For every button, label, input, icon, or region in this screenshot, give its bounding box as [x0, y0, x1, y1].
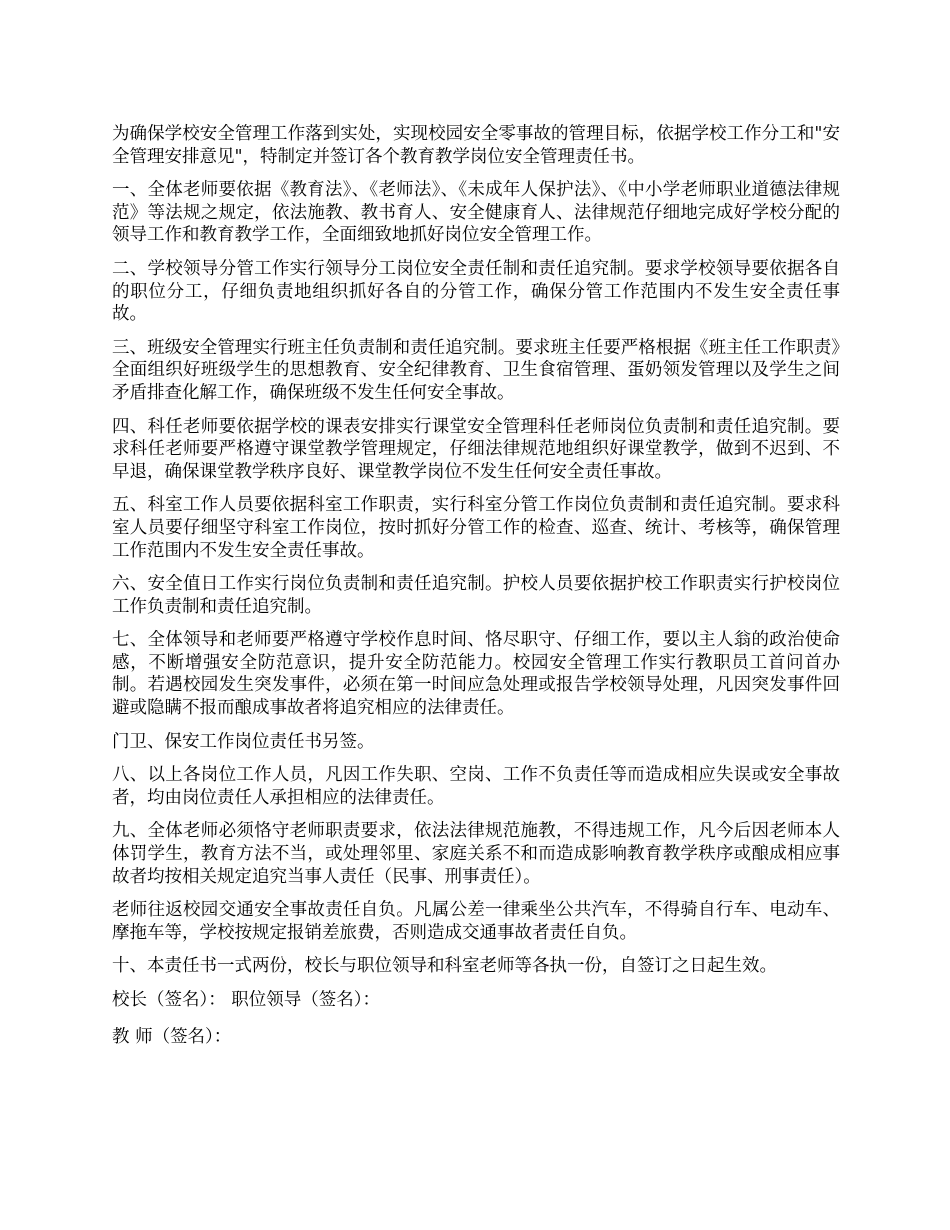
clause-1-paragraph: 一、全体老师要依据《教育法》、《老师法》、《未成年人保护法》、《中小学老师职业道德法律规范》等法规之规定，依法施教、教书育人、安全健康育人、法律规范仔细地完成好学校分配的领导工作和教育教学工作，全面细致地抓好岗位安全管理工作。 [112, 180, 840, 246]
document-body [112, 123, 840, 1062]
clause-2-paragraph: 二、学校领导分管工作实行领导分工岗位安全责任制和责任追究制。要求学校领导要依据各自的职位分工，仔细负责地组织抓好各自的分管工作，确保分管工作范围内不发生安全责任事故。 [112, 258, 840, 325]
gate-guard-note: 门卫、保安工作岗位责任书另签。 [112, 731, 375, 752]
intro-paragraph: 为确保学校安全管理工作落到实处，实现校园安全零事故的管理目标，依据学校工作分工和"安全管理安排意见"，特制定并签订各个教育教学岗位安全管理责任书。 [112, 124, 840, 167]
clause-9-paragraph: 九、全体老师必须恪守老师职责要求，依法法律规范施教，不得违规工作，凡今后因老师本人体罚学生，教育方法不当，或处理邻里、家庭关系不和而造成影响教育教学秩序或酿成相应事故者均按相关规定追究当事人责任（民事、刑事责任）。 [112, 821, 840, 887]
clause-5-paragraph: 五、科室工作人员要依据科室工作职责，实行科室分管工作岗位负责制和责任追究制。要求科室人员要仔细坚守科室工作岗位，按时抓好分管工作的检查、巡查、统计、考核等，确保管理工作范围内不发生安全责任事故。 [112, 495, 840, 561]
clause-3-paragraph: 三、班级安全管理实行班主任负责制和责任追究制。要求班主任要严格根据《班主任工作职责》全面组织好班级学生的思想教育、安全纪律教育、卫生食宿管理、蛋奶领发管理以及学生之间矛盾排查化解工作，确保班级不发生任何安全事故。 [112, 337, 840, 403]
traffic-safety-note: 老师往返校园交通安全事故责任自负。凡属公差一律乘坐公共汽车，不得骑自行车、电动车、摩拖车等，学校按规定报销差旅费，否则造成交通事故者责任自负。 [112, 900, 840, 943]
clause-8-paragraph: 八、以上各岗位工作人员，凡因工作失职、空岗、工作不负责任等而造成相应失误或安全事故者，均由岗位责任人承担相应的法律责任。 [112, 765, 840, 808]
teacher-signature-line: 教 师（签名）： [112, 1026, 232, 1047]
clause-6-paragraph: 六、安全值日工作实行岗位负责制和责任追究制。护校人员要依据护校工作职责实行护校岗位工作负责制和责任追究制。 [112, 574, 840, 617]
principal-leader-signature-line: 校长（签名）： 职位领导（签名）： [112, 990, 381, 1010]
clause-10-paragraph: 十、本责任书一式两份，校长与职位领导和科室老师等各执一份，自签订之日起生效。 [112, 956, 777, 977]
clause-4-paragraph: 四、科任老师要依据学校的课表安排实行课堂安全管理科任老师岗位负责制和责任追究制。要求科任老师要严格遵守课堂教学管理规定，仔细法律规范地组织好课堂教学，做到不迟到、不早退，确保课堂教学秩序良好、课堂教学岗位不发生任何安全责任事故。 [112, 416, 840, 482]
clause-7-paragraph: 七、全体领导和老师要严格遵守学校作息时间、恪尽职守、仔细工作，要以主人翁的政治使命感，不断增强安全防范意识，提升安全防范能力。校园安全管理工作实行教职员工首问首办制。若遇校园发生突发事件，必须在第一时间应急处理或报告学校领导处理，凡因突发事件回避或隐瞒不报而酿成事故者将追究相应的法律责任。 [112, 630, 840, 719]
